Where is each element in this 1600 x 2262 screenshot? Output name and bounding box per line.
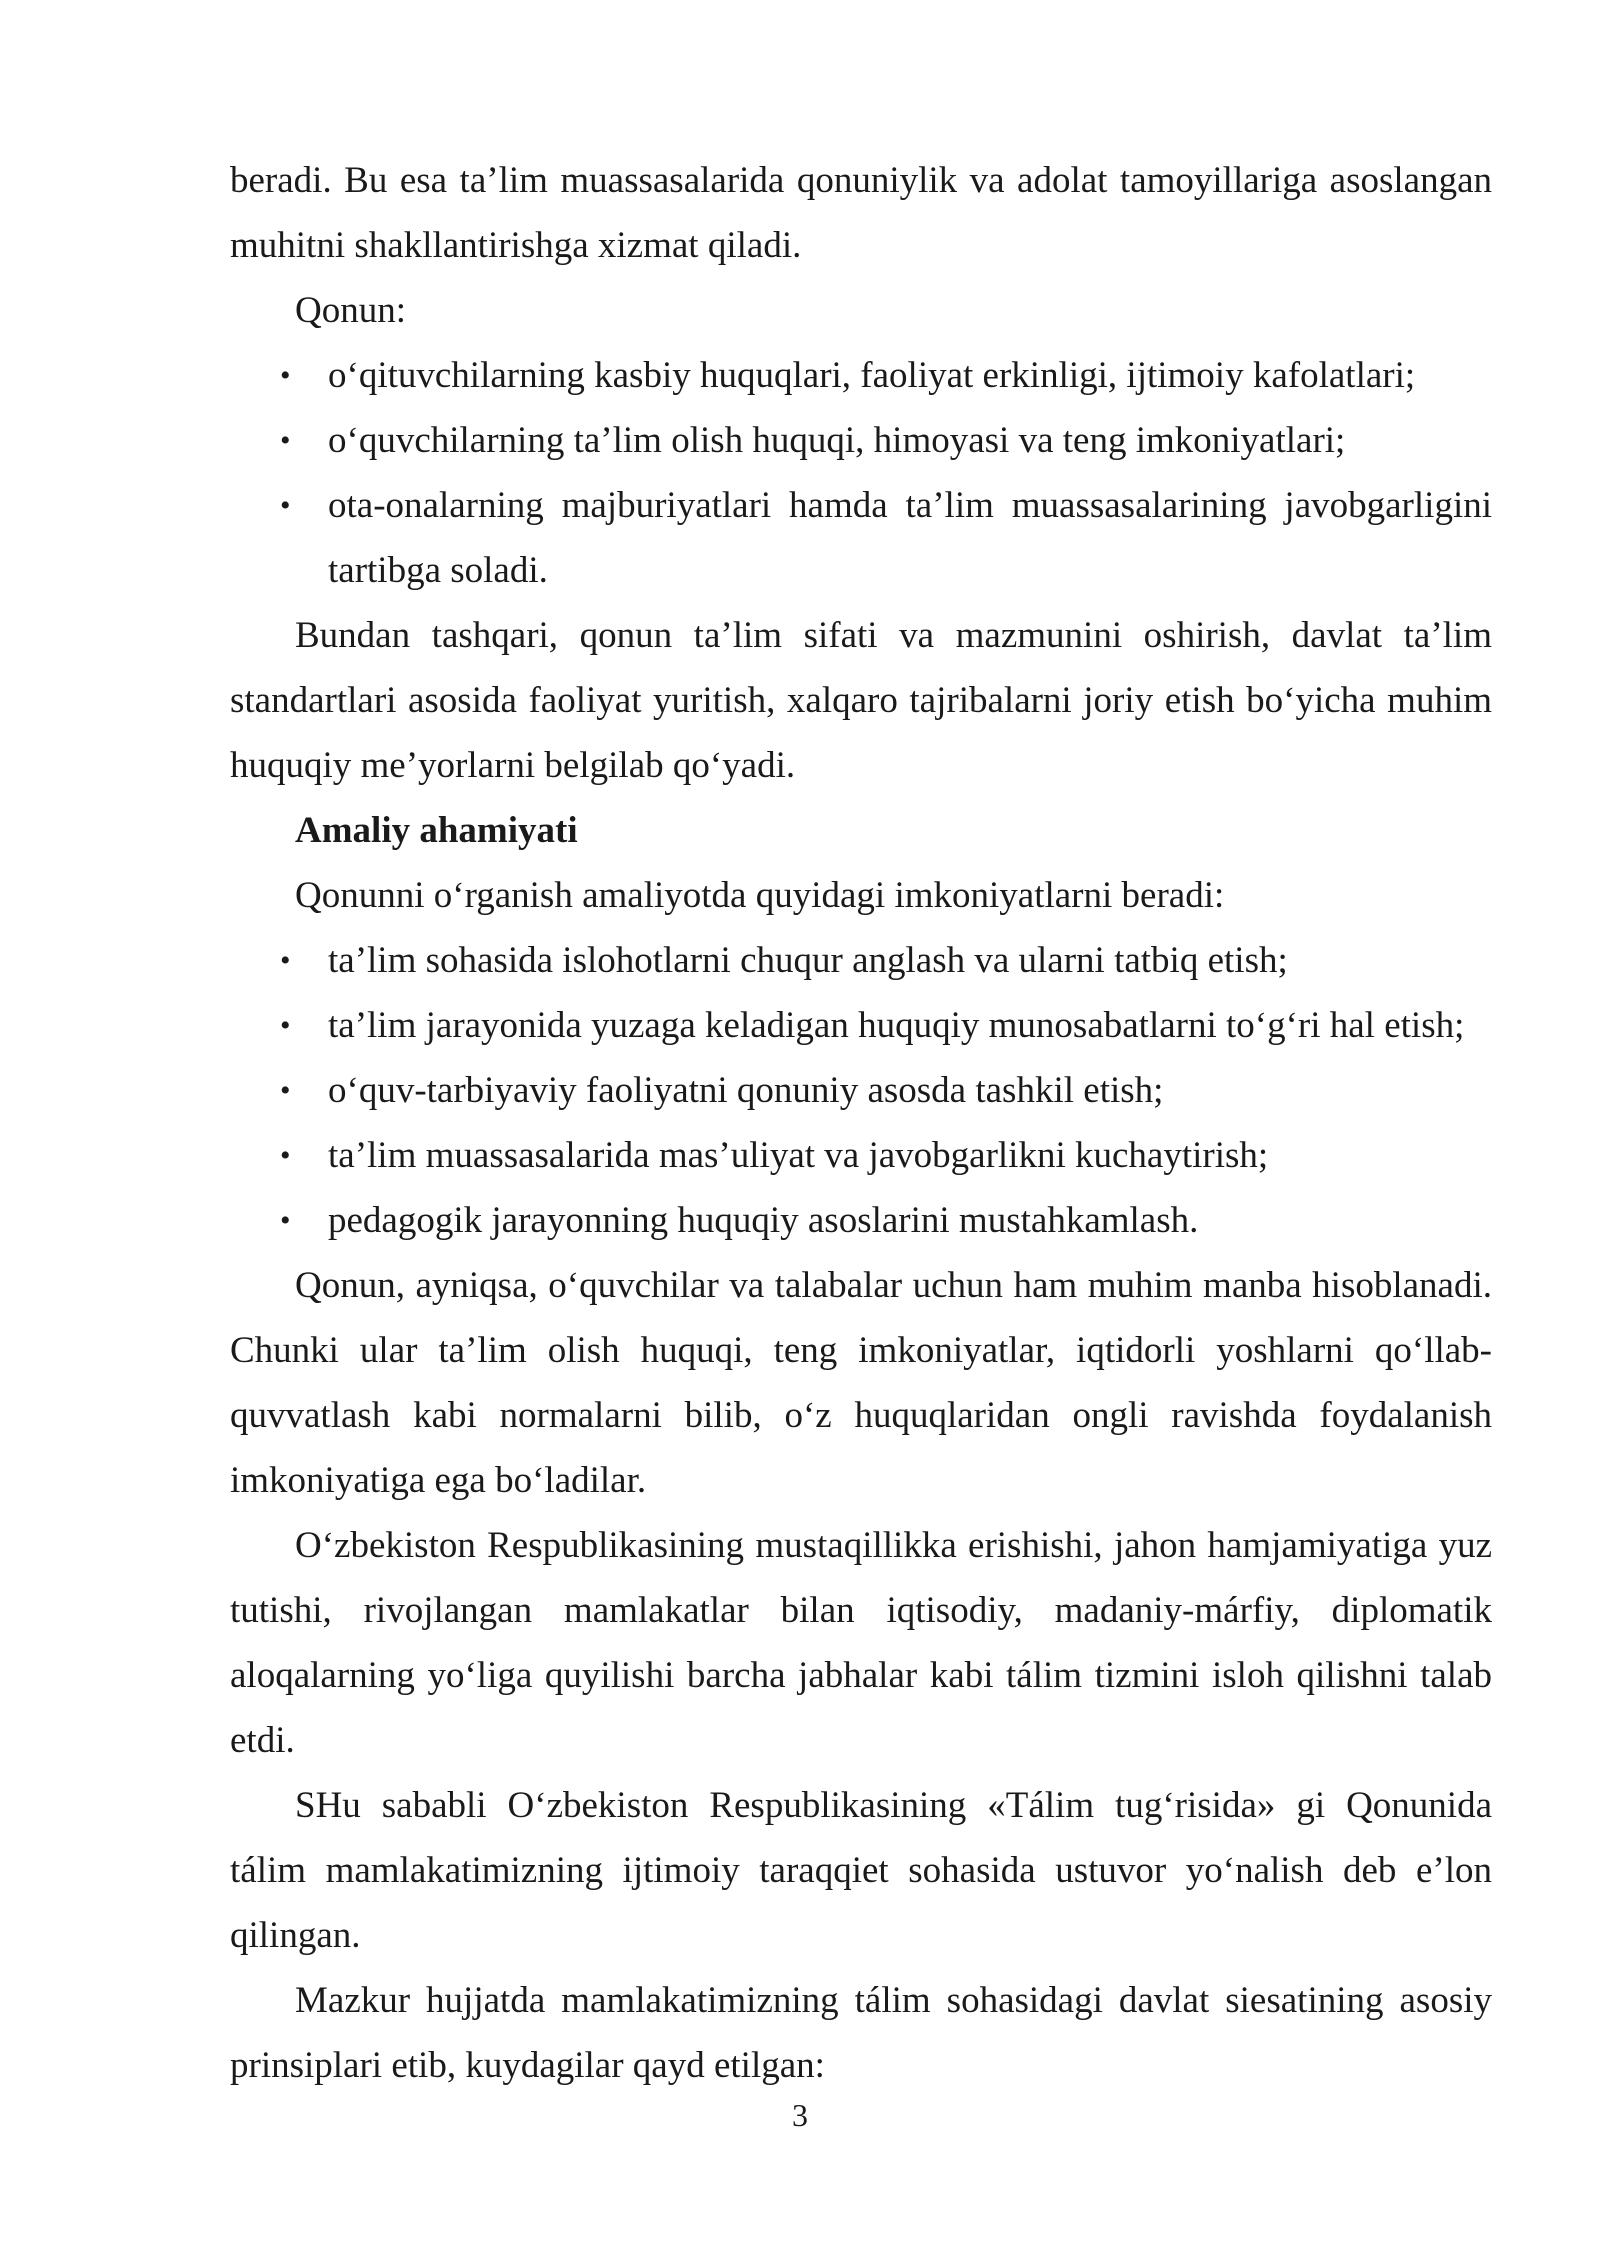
list-item	[230, 473, 1492, 603]
bullet-icon: •	[280, 359, 291, 392]
list-item	[230, 408, 1492, 473]
list-item	[230, 1123, 1492, 1188]
list-item-text: ta’lim sohasida islohotlarni chuqur anglash va ularni tatbiq etish;	[328, 940, 1288, 981]
list-item-text: o‘qituvchilarning kasbiy huquqlari, faoliyat erkinligi, ijtimoiy kafolatlari;	[328, 355, 1416, 396]
paragraph-ozbekiston: O‘zbekiston Respublikasining mustaqillikka erishishi, jahon hamjamiyatiga yuz tutishi, rivojlangan mamlakatlar bilan iqtisodiy, madaniy-márfiy, diplomatik aloqalarning yo‘liga quyilishi barcha jabhalar kabi tálim tizmini isloh qilishni talab etdi.	[230, 1525, 1492, 1761]
bullet-icon: •	[280, 944, 291, 977]
paragraph-qonun-ayniqsa: Qonun, ayniqsa, o‘quvchilar va talabalar uchun ham muhim manba hisoblanadi. Chunki ular ta’lim olish huquqi, teng imkoniyatlar, iqtidorli yoshlarni qo‘llab-quvvatlash kabi normalarni bilib, o‘z huquqlaridan ongli ravishda foydalanish imkoniyatiga ega bo‘ladilar.	[230, 1265, 1492, 1501]
paragraph-amaliy-intro: Qonunni o‘rganish amaliyotda quyidagi imkoniyatlarni beradi:	[295, 875, 1225, 916]
list-item	[230, 993, 1492, 1058]
list-item-text: o‘quv-tarbiyaviy faoliyatni qonuniy asosda tashkil etish;	[328, 1070, 1164, 1111]
list-item-text: ta’lim jarayonida yuzaga keladigan huquqiy munosabatlarni to‘g‘ri hal etish;	[328, 1005, 1465, 1046]
list-item-text: ta’lim muassasalarida mas’uliyat va javobgarlikni kuchaytirish;	[328, 1135, 1269, 1176]
paragraph-qonun-label: Qonun:	[295, 290, 406, 331]
list-item	[230, 928, 1492, 993]
list-item	[230, 1058, 1492, 1123]
bullet-icon: •	[280, 489, 291, 522]
paragraph-bundan: Bundan tashqari, qonun ta’lim sifati va mazmunini oshirish, davlat ta’lim standartlari asosida faoliyat yuritish, xalqaro tajribalarni joriy etish bo‘yicha muhim huquqiy me’yorlarni belgilab qo‘yadi.	[230, 615, 1492, 786]
bullet-icon: •	[280, 424, 291, 457]
section-heading-amaliy: Amaliy ahamiyati	[295, 810, 578, 851]
list-item-text: o‘quvchilarning ta’lim olish huquqi, himoyasi va teng imkoniyatlari;	[328, 420, 1346, 461]
list-item-text: pedagogik jarayonning huquqiy asoslarini mustahkamlash.	[328, 1200, 1199, 1241]
list-item	[230, 343, 1492, 408]
page-number: 3	[792, 2097, 808, 2133]
list-item-text: ota-onalarning majburiyatlari hamda ta’lim muassasalarining javobgarligini tartibga soladi.	[328, 485, 1492, 591]
paragraph-shu-sababli: SHu sababli O‘zbekiston Respublikasining «Tálim tug‘risida» gi Qonunida tálim mamlakatimizning ijtimoiy taraqqiet sohasida ustuvor yo‘nalish deb e’lon qilingan.	[230, 1785, 1492, 1956]
bullet-icon: •	[280, 1074, 291, 1107]
document-page	[230, 148, 1492, 2098]
list-item	[230, 1188, 1492, 1253]
paragraph-intro: beradi. Bu esa ta’lim muassasalarida qonuniylik va adolat tamoyillariga asoslangan muhitni shakllantirishga xizmat qiladi.	[230, 160, 1492, 266]
bullet-list-qonun	[230, 343, 1492, 603]
bullet-list-amaliy	[230, 928, 1492, 1253]
bullet-icon: •	[280, 1204, 291, 1237]
paragraph-mazkur: Mazkur hujjatda mamlakatimizning tálim sohasidagi davlat siesatining asosiy prinsiplari etib, kuydagilar qayd etilgan:	[230, 1980, 1492, 2086]
bullet-icon: •	[280, 1139, 291, 1172]
bullet-icon: •	[280, 1009, 291, 1042]
